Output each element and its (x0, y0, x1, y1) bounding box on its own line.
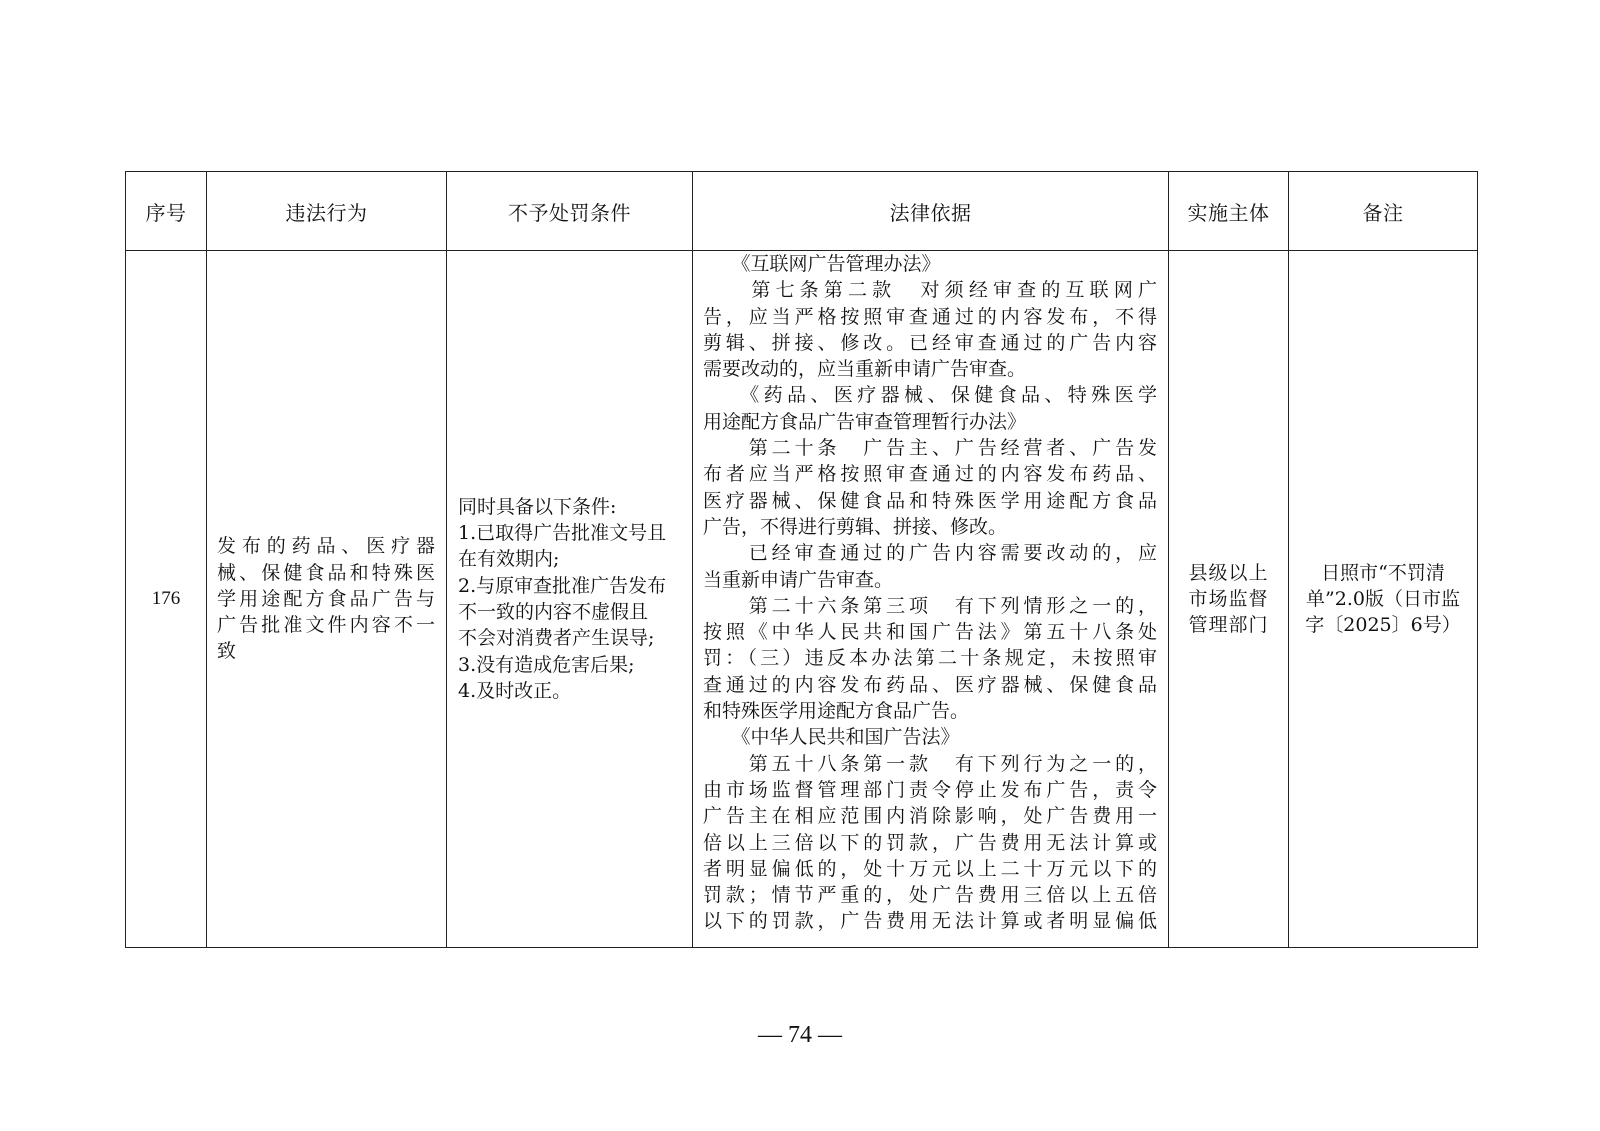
legal-line: 《药品、医疗器械、保健食品、特殊医学 (703, 384, 1157, 407)
legal-line: 以下的罚款，广告费用无法计算或者明显偏低 (703, 910, 1157, 933)
legal-line: 第五十八条第一款 有下列行为之一的， (703, 752, 1157, 775)
legal-line: 当重新申请广告审查。 (703, 568, 894, 591)
legal-line: 倍以上三倍以下的罚款，广告费用无法计算或 (703, 831, 1157, 854)
legal-line: 按照《中华人民共和国广告法》第五十八条处 (703, 621, 1157, 644)
legal-line: 医疗器械、保健食品和特殊医学用途配方食品 (703, 489, 1157, 512)
legal-line: 和特殊医学用途配方食品广告。 (703, 700, 970, 723)
legal-line: 第二十条 广告主、广告经营者、广告发 (703, 437, 1157, 460)
page-number: — 74 — (758, 1022, 842, 1048)
legal-line: 第二十六条第三项 有下列情形之一的， (703, 594, 1157, 617)
header-violation: 违法行为 (207, 172, 447, 251)
header-remarks: 备注 (1289, 172, 1478, 251)
condition-line: 在有效期内; (458, 548, 560, 571)
row-conditions (447, 251, 693, 948)
header-legal-basis: 法律依据 (693, 172, 1169, 251)
legal-line: 罚款；情节严重的，处广告费用三倍以上五倍 (703, 884, 1157, 907)
condition-line: 2.与原审查批准广告发布 (458, 574, 667, 597)
table-header-row (126, 172, 1478, 251)
legal-line: 第七条第二款 对须经审查的互联网广 (703, 279, 1157, 302)
legal-line: 已经审查通过的广告内容需要改动的，应 (703, 542, 1157, 565)
legal-line: 广告主在相应范围内消除影响，处广告费用一 (703, 805, 1157, 828)
legal-line: 剪辑、拼接、修改。已经审查通过的广告内容 (703, 331, 1157, 354)
condition-line: 不一致的内容不虚假且 (458, 601, 649, 623)
legal-line: 广告，不得进行剪辑、拼接、修改。 (703, 515, 1008, 538)
legal-line: 用途配方食品广告审查管理暂行办法》 (703, 410, 1027, 433)
row-violation: 发布的药品、医疗器械、保健食品和特殊医学用途配方食品广告与广告批准文件内容不一致 (207, 251, 447, 948)
legal-line: 者明显偏低的，处十万元以上二十万元以下的 (703, 857, 1157, 880)
legal-line: 布者应当严格按照审查通过的内容发布药品、 (703, 463, 1157, 486)
row-index: 176 (126, 251, 207, 948)
condition-line: 1.已取得广告批准文号且 (458, 522, 667, 545)
condition-line: 不会对消费者产生误导; (458, 627, 655, 650)
legal-line: 罚：（三）违反本办法第二十条规定，未按照审 (703, 647, 1157, 670)
legal-line: 告，应当严格按照审查通过的内容发布，不得 (703, 305, 1157, 328)
legal-line: 《互联网广告管理办法》 (703, 253, 941, 275)
row-agency: 县级以上市场监督管理部门 (1169, 251, 1289, 948)
legal-line: 查通过的内容发布药品、医疗器械、保健食品 (703, 673, 1157, 696)
condition-line: 同时具备以下条件: (458, 495, 617, 518)
legal-line: 《中华人民共和国广告法》 (703, 726, 960, 749)
condition-line: 4.及时改正。 (458, 679, 572, 702)
penalty-exemption-table (125, 171, 1478, 948)
header-conditions: 不予处罚条件 (447, 172, 693, 251)
row-remarks: 日照市“不罚清单”2.0版（日市监字〔2025〕6号） (1289, 251, 1478, 948)
condition-line: 3.没有造成危害后果; (458, 653, 635, 676)
legal-line: 需要改动的，应当重新申请广告审查。 (703, 358, 1027, 381)
row-legal-basis (693, 251, 1169, 948)
header-index: 序号 (126, 172, 207, 251)
legal-basis-text (703, 251, 1157, 947)
header-agency: 实施主体 (1169, 172, 1289, 251)
legal-line: 由市场监督管理部门责令停止发布广告，责令 (703, 778, 1157, 801)
table-row (126, 251, 1478, 948)
